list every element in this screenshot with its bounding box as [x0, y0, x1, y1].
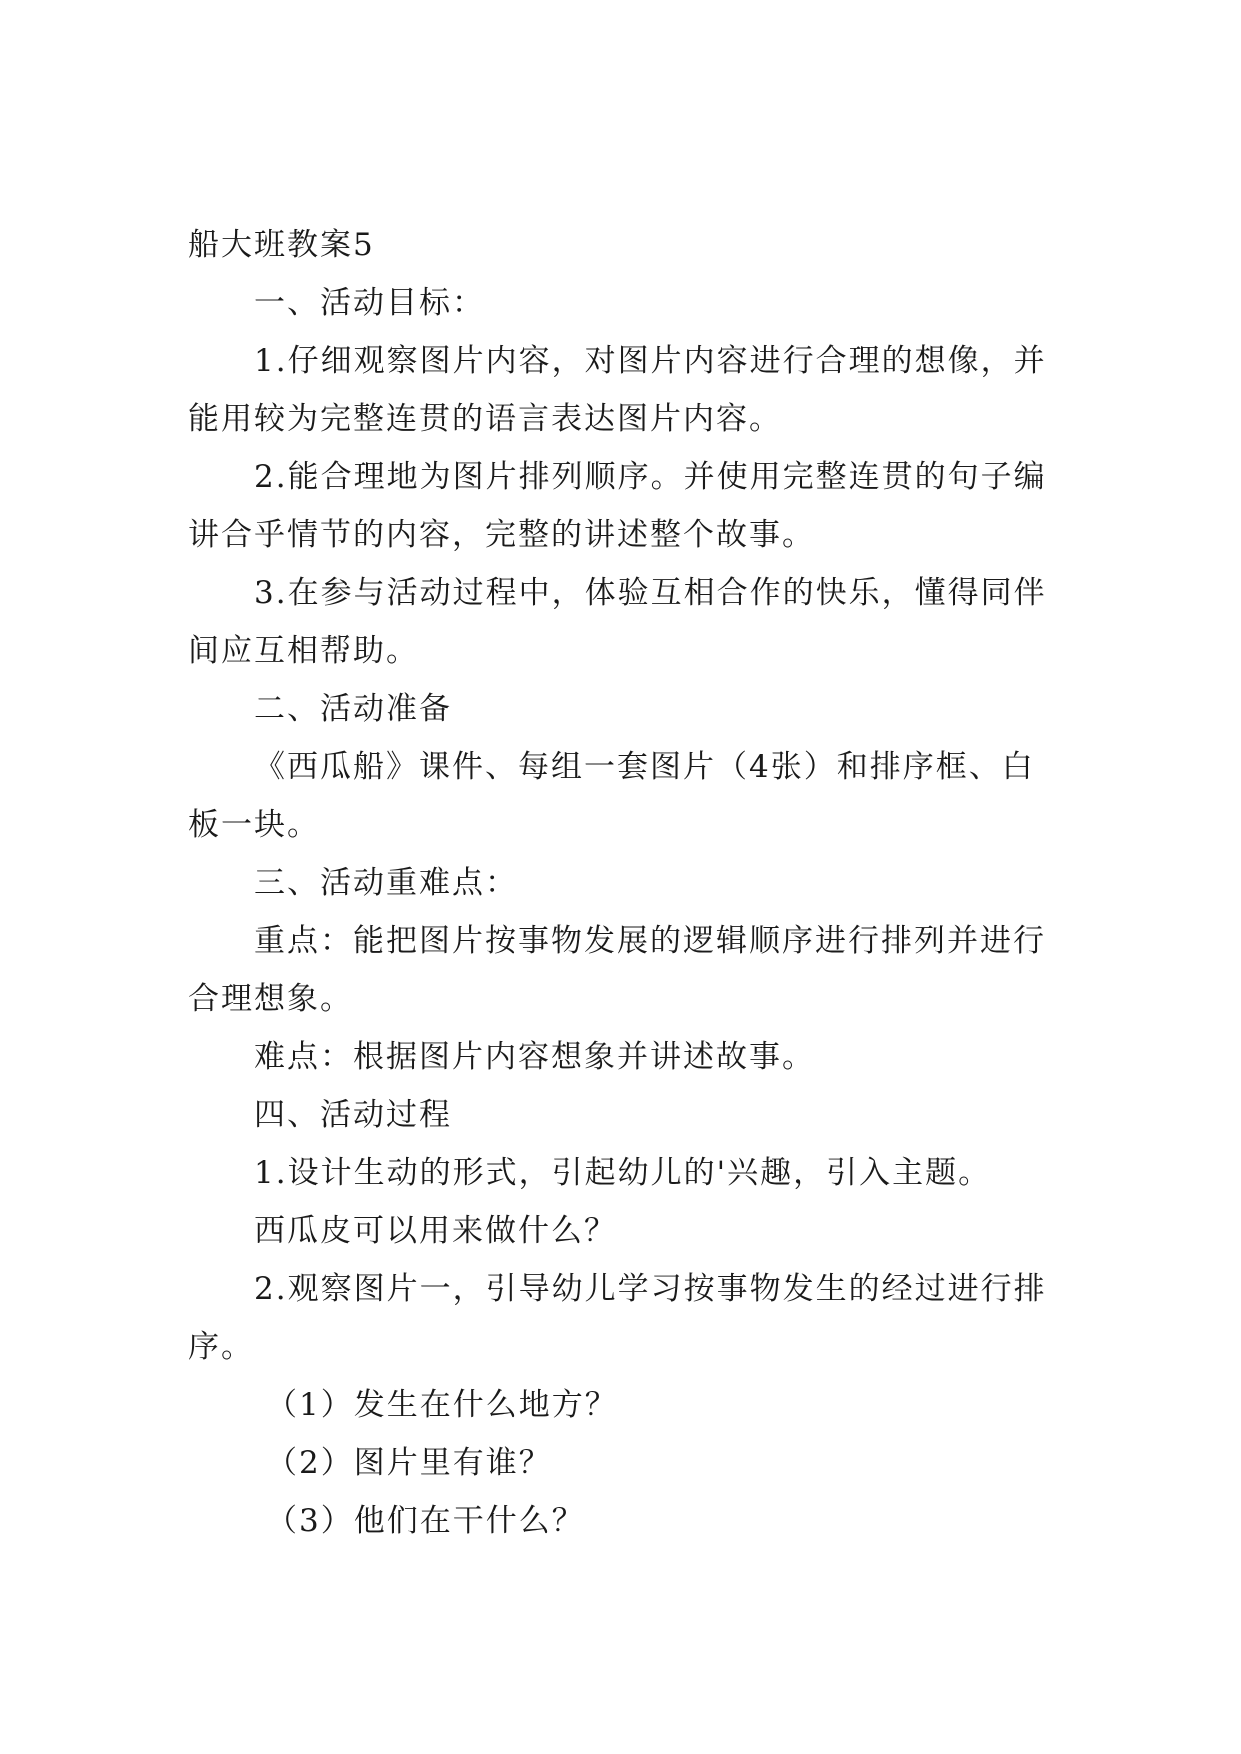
- paragraph-line: 板一块。: [188, 807, 320, 843]
- paragraph-line: 合理想象。: [188, 981, 353, 1017]
- question-item: （1）发生在什么地方？: [266, 1387, 618, 1423]
- paragraph-line: 序。: [188, 1329, 254, 1365]
- paragraph-line: 难点：根据图片内容想象并讲述故事。: [254, 1039, 815, 1075]
- paragraph-line: 西瓜皮可以用来做什么？: [254, 1213, 617, 1249]
- paragraph-line: 3.在参与活动过程中，体验互相合作的快乐，懂得同伴: [254, 575, 1047, 611]
- section-heading-preparation: 二、活动准备: [254, 691, 452, 727]
- paragraph-line: 间应互相帮助。: [188, 633, 419, 669]
- section-heading-goals: 一、活动目标：: [254, 285, 485, 321]
- question-item: （2）图片里有谁？: [266, 1445, 552, 1481]
- paragraph-line: 重点：能把图片按事物发展的逻辑顺序进行排列并进行: [254, 923, 1046, 959]
- paragraph-line: 2.观察图片一，引导幼儿学习按事物发生的经过进行排: [254, 1271, 1047, 1307]
- paragraph-line: 讲合乎情节的内容，完整的讲述整个故事。: [188, 517, 815, 553]
- section-heading-key-points: 三、活动重难点：: [254, 865, 518, 901]
- document-title: 船大班教案5: [188, 227, 375, 263]
- paragraph-line: 1.仔细观察图片内容，对图片内容进行合理的想像，并: [254, 343, 1047, 379]
- question-item: （3）他们在干什么？: [266, 1503, 585, 1539]
- paragraph-line: 1.设计生动的形式，引起幼儿的'兴趣，引入主题。: [254, 1155, 992, 1191]
- section-heading-process: 四、活动过程: [254, 1097, 452, 1133]
- document-page: [188, 216, 1058, 1550]
- paragraph-line: 2.能合理地为图片排列顺序。并使用完整连贯的句子编: [254, 459, 1047, 495]
- paragraph-line: 能用较为完整连贯的语言表达图片内容。: [188, 401, 782, 437]
- paragraph-line: 《西瓜船》课件、每组一套图片（4张）和排序框、白: [254, 749, 1035, 785]
